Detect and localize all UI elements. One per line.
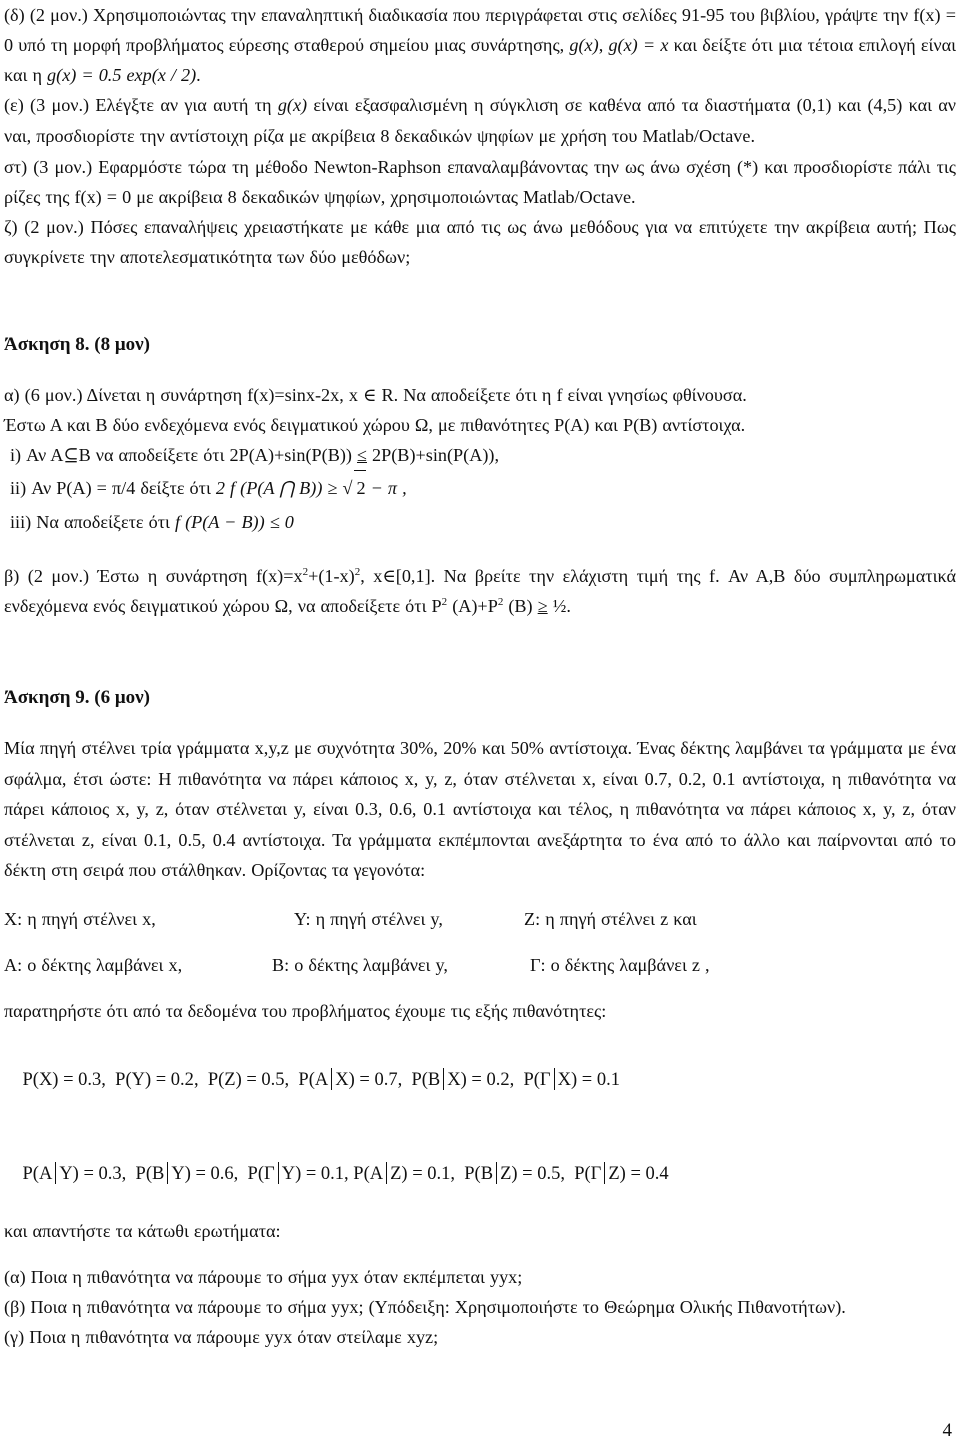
given-bar xyxy=(278,1162,279,1184)
ex8-i-op: ≤ xyxy=(357,445,367,465)
given-bar xyxy=(554,1068,555,1090)
probs-row-1: P(X) = 0.3, P(Y) = 0.2, P(Z) = 0.5, P(A X) = 0.7, P(B X) = 0.2, P(Γ X) = 0.1 xyxy=(22,1069,620,1090)
ex8-a-intro: α) (6 μον.) Δίνεται η συνάρτηση f(x)=sinx-2x, x ∈ R. Να αποδείξετε ότι η f είναι γνησίως φθίνουσα. xyxy=(4,385,747,405)
prob-g-given-y-left: P(Γ xyxy=(247,1163,275,1184)
prob-b-given-z-left: P(B xyxy=(464,1163,494,1184)
part-e-lead: (ε) (3 μον.) Ελέγξτε αν για αυτή τη xyxy=(4,95,272,115)
given-bar xyxy=(167,1162,168,1184)
ex8-iii-expr: f (P(A − B)) ≤ 0 xyxy=(174,512,294,532)
ex9-question-c: (γ) Ποια η πιθανότητα να πάρουμε yyx όταν στείλαμε xyz; xyxy=(4,1326,439,1347)
ex8-ii-end: − π , xyxy=(370,478,407,498)
prob-z: P(Z) = 0.5 xyxy=(207,1069,285,1090)
event-y: Y: η πηγή στέλνει y, xyxy=(294,908,443,929)
part-d-g2: g(x) = x xyxy=(608,35,669,55)
part-st-paragraph: στ) (3 μον.) Εφαρμόστε τώρα τη μέθοδο Newton-Raphson επαναλαμβάνοντας την ως άνω σχέση (*) και προσδιορίστε πάλι τις ρίζες της f(x) = 0 με ακρίβεια 8 δεκαδικών ψηφίων, χρησιμοποιώντας Matlab/Octave. xyxy=(4,157,956,207)
ex9-observe: παρατηρήστε ότι από τα δεδομένα του προβλήματος έχουμε τις εξής πιθανότητες: xyxy=(4,1000,607,1021)
sqrt-icon: √ xyxy=(342,478,353,498)
ex8-b-sup3: 2 xyxy=(441,596,448,608)
part-d-mid: και δείξτε ότι μια τέτοια επιλογή είναι και η xyxy=(4,35,957,85)
part-d-lead: (δ) (2 μον.) Χρησιμοποιώντας την επαναληπτική διαδικασία που περιγράφεται στις σελίδες 91-95 του βιβλίου, γράψτε την f(x) = 0 υπό τη μορφή προβλήματος εύρεσης σταθερού σημείου μιας συνάρτησης, xyxy=(4,5,956,55)
prob-a-given-z-left: P(A xyxy=(353,1163,384,1184)
part-z-paragraph: ζ) (2 μον.) Πόσες επαναλήψεις χρειαστήκατε με κάθε μια από τις ως άνω μεθόδους για να επιτύχετε την ακρίβεια αυτή; Πως συγκρίνετε την αποτελεσματικότητα των δύο μεθόδων; xyxy=(4,217,956,267)
prob-b-given-y-right: Y) = 0.6 xyxy=(171,1163,234,1184)
ex9-events-row-2 xyxy=(4,950,956,980)
given-bar xyxy=(443,1068,444,1090)
ex8-ii-text: ii) Αν Ρ(Α) = π/4 δείξτε ότι xyxy=(10,478,211,498)
ex8-item-iii xyxy=(4,505,956,539)
ex8-item-i xyxy=(4,440,956,470)
event-x: X: η πηγή στέλνει x, xyxy=(4,908,156,929)
document-page xyxy=(4,0,956,1352)
ex8-b-t2: +(1-x) xyxy=(308,566,355,586)
part-e-rest: είναι εξασφαλισμένη η σύγκλιση σε καθένα από τα διαστήματα (0,1) και (4,5) και αν ναι, προσδιορίστε την αντίστοιχη ρίζα με ακρίβεια 8 δεκαδικών ψηφίων με χρήση του Matlab/Octave. xyxy=(4,95,957,146)
prob-a-given-x-left: P(A xyxy=(298,1069,329,1090)
event-b: B: ο δέκτης λαμβάνει y, xyxy=(272,954,448,975)
event-gamma: Γ: ο δέκτης λαμβάνει z , xyxy=(530,954,710,975)
ex9-events-row-1 xyxy=(4,904,956,934)
ex8-b-t5: (Β) xyxy=(503,596,533,616)
ex8-b-t1: β) (2 μον.) Έστω η συνάρτηση f(x)=x xyxy=(4,566,303,586)
probs-row-2: P(A Y) = 0.3, P(B Y) = 0.6, P(Γ Y) = 0.1, P(A Z) = 0.1, P(B Z) = 0.5, P(Γ Z) = 0.4 xyxy=(22,1163,669,1184)
ex9-paragraph: Μία πηγή στέλνει τρία γράμματα x,y,z με συχνότητα 30%, 20% και 50% αντίστοιχα. Ένας δέκτης λαμβάνει τα γράμματα με ένα σφάλμα, έτσι ώστε: Η πιθανότητα να πάρει κάποιος x, y, z, όταν στέλνεται x, είναι 0.7, 0.2, 0.1 αντίστοιχα, η πιθανότητα να πάρει κάποιος x, y, z, όταν στέλνεται y, είναι 0.3, 0.6, 0.1 αντίστοιχα και τέλος, η πιθανότητα να πάρει κάποιος x, y, z, όταν στέλνεται z, είναι 0.1, 0.5, 0.4 αντίστοιχα. Τα γράμματα εκπέμπονται ανεξάρτητα το ένα από το άλλο και παίρνονται από το δέκτη στη σειρά που στάλθηκαν. Ορίζοντας τα γεγονότα: xyxy=(4,738,956,880)
prob-x: P(X) = 0.3 xyxy=(22,1069,102,1090)
ex8-ii-sqrt: 2 xyxy=(354,470,365,505)
part-e-paragraph xyxy=(4,90,956,152)
ex8-b-sup2: 2 xyxy=(354,566,361,578)
ex8-b-sup4: 2 xyxy=(497,596,504,608)
given-bar xyxy=(386,1162,387,1184)
part-d-end: . xyxy=(196,65,201,85)
part-d-g1: g(x) xyxy=(569,35,599,55)
prob-g-given-y-right: Y) = 0.1, xyxy=(281,1163,349,1184)
page-number: 4 xyxy=(942,1420,952,1441)
prob-g-given-z-right: Z) = 0.4 xyxy=(608,1163,669,1184)
part-d-paragraph xyxy=(4,0,956,90)
given-bar xyxy=(604,1162,605,1184)
ex8-item-ii xyxy=(4,470,956,505)
part-d-g3: g(x) = 0.5 exp(x / 2) xyxy=(47,65,197,85)
ex8-b-t3: , x∈[0,1]. Να βρείτε την ελάχιστη τιμή της f. Αν Α,Β δύο συμπληρωματικά ενδεχόμενα ενός δειγματικού χώρου Ω, να αποδείξετε ότι Ρ xyxy=(4,566,957,616)
ex9-answer-intro: και απαντήστε τα κάτωθι ερωτήματα: xyxy=(4,1220,281,1241)
prob-g-given-z-left: P(Γ xyxy=(574,1163,602,1184)
prob-a-given-x-right: X) = 0.7 xyxy=(335,1069,398,1090)
ex8-a-events: Έστω Α και Β δύο ενδεχόμενα ενός δειγματικού χώρου Ω, με πιθανότητες Ρ(Α) και Ρ(Β) αντίστοιχα. xyxy=(4,415,746,435)
exercise-9-title: Άσκηση 9. (6 μον) xyxy=(4,687,150,708)
prob-a-given-z-right: Z) = 0.1 xyxy=(390,1163,451,1184)
ex8-b-paragraph xyxy=(4,561,956,621)
ex9-question-b: (β) Ποια η πιθανότητα να πάρουμε το σήμα yyx; (Υπόδειξη: Χρησιμοποιήστε το Θεώρημα Ολικής Πιθανοτήτων). xyxy=(4,1296,846,1317)
prob-a-given-y-right: Y) = 0.3 xyxy=(59,1163,122,1184)
prob-b-given-z-right: Z) = 0.5 xyxy=(500,1163,561,1184)
ex8-i-text: i) Αν Α⊆Β να αποδείξετε ότι 2Ρ(Α)+sin(Ρ(Β)) xyxy=(10,445,352,465)
prob-b-given-x-right: X) = 0.2 xyxy=(447,1069,510,1090)
prob-y: P(Y) = 0.2 xyxy=(115,1069,194,1090)
ex8-b-op: ≥ xyxy=(537,596,548,616)
prob-g-given-x-right: X) = 0.1 xyxy=(557,1069,620,1090)
ex8-b-t6: ½. xyxy=(547,596,571,616)
prob-b-given-x-left: P(B xyxy=(411,1069,441,1090)
given-bar xyxy=(496,1162,497,1184)
event-a: A: ο δέκτης λαμβάνει x, xyxy=(4,954,183,975)
exercise-8-title: Άσκηση 8. (8 μον) xyxy=(4,334,150,355)
ex8-ii-expr: 2 f (P(A ⋂ B)) ≥ xyxy=(215,478,338,498)
prob-b-given-y-left: P(B xyxy=(135,1163,165,1184)
ex8-b-t4: (Α)+Ρ xyxy=(447,596,498,616)
given-bar xyxy=(331,1068,332,1090)
ex8-b-sup1: 2 xyxy=(302,566,309,578)
event-z: Z: η πηγή στέλνει z και xyxy=(524,908,697,929)
ex8-i-rest: 2Ρ(Β)+sin(Ρ(Α)), xyxy=(372,445,500,465)
part-d-sep: , xyxy=(598,35,604,55)
part-e-g: g(x) xyxy=(277,95,308,115)
prob-g-given-x-left: P(Γ xyxy=(523,1069,551,1090)
prob-a-given-y-left: P(A xyxy=(22,1163,53,1184)
ex8-iii-text: iii) Να αποδείξετε ότι xyxy=(10,512,170,532)
given-bar xyxy=(55,1162,56,1184)
ex9-question-a: (α) Ποια η πιθανότητα να πάρουμε το σήμα yyx όταν εκπέμπεται yyx; xyxy=(4,1266,523,1287)
